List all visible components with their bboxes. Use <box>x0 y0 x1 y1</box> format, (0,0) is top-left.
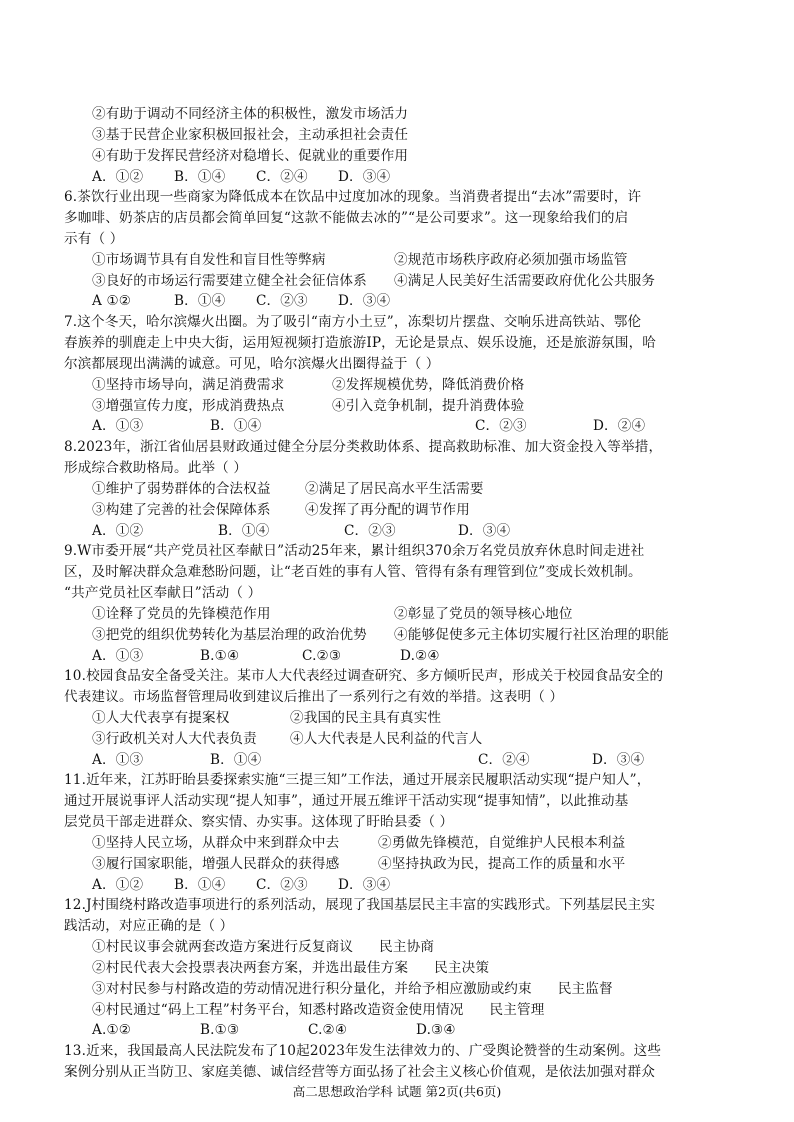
q11-option-3: ③履行国家职能，增强人民群众的获得感 <box>92 855 340 872</box>
choice-c[interactable]: C．②③ <box>475 418 527 435</box>
q7-option-1: ①坚持市场导向，满足消费需求 <box>92 376 285 393</box>
q13-stem-line-1: 13.近来，我国最高人民法院发布了10起2023年发生法律效力的、广受舆论赞誉的生动案例。这些 <box>64 1043 662 1060</box>
choice-a[interactable]: A．①② <box>92 522 144 539</box>
q12-choices <box>92 1020 456 1040</box>
choice-b[interactable]: B．①④ <box>210 418 262 435</box>
choice-a[interactable]: A.①② <box>92 1022 132 1039</box>
q12-stem-line-1: 12.J村围绕村路改造事项进行的系列活动，展现了我国基层民主丰富的实践形式。下列基层民主实 <box>64 897 656 914</box>
q11-options-row-1 <box>92 833 625 853</box>
q9-stem-line-3: “共产党员社区奉献日”活动（ ） <box>64 585 262 601</box>
q11-option-1: ①坚持人民立场，从群众中来到群众中去 <box>92 834 340 851</box>
choice-b[interactable]: B．①④ <box>174 876 226 893</box>
q11-options-row-2 <box>92 854 625 874</box>
choice-d[interactable]: D．③④ <box>338 168 391 185</box>
q9-stem-line-2: 区，及时解决群众急难愁盼问题，让“老百姓的事有人管、管得有条有理管到位”变成长效机制。 <box>64 564 642 581</box>
q12-option-1-text: ①村民议事会就两套改造方案进行反复商议 <box>92 939 354 955</box>
q13-stem-line-2: 案例分别从正当防卫、家庭美德、诚信经营等方面弘扬了社会主义核心价值观，是依法加强对群众 <box>64 1064 655 1080</box>
q5-choices <box>92 167 390 187</box>
q11-option-2: ②勇做先锋模范，自觉维护人民根本利益 <box>378 834 626 851</box>
q12-option-3 <box>92 979 613 999</box>
choice-d[interactable]: D．③④ <box>592 751 645 768</box>
q7-stem-line-2: 春族养的驯鹿走上中央大街，运用短视频打造旅游IP，无论是景点、娱乐设施，还是旅游氛围，哈 <box>64 335 657 352</box>
q8-options-row-2 <box>92 500 470 520</box>
q5-option-4: ④有助于发挥民营经济对稳增长、促就业的重要作用 <box>92 147 409 164</box>
choice-b[interactable]: B．①④ <box>174 293 226 310</box>
q12-option-2 <box>92 958 489 978</box>
q7-options-row-1 <box>92 375 524 395</box>
q11-stem-line-1: 11.近年来，江苏盱眙县委探索实施“三提三知”工作法，通过开展亲民履职活动实现“提户知人”， <box>64 772 651 789</box>
choice-a[interactable]: A．①③ <box>92 647 144 664</box>
choice-d[interactable]: D．②④ <box>593 418 646 435</box>
q8-option-2: ②满足了居民高水平生活需要 <box>305 480 484 497</box>
q9-choices <box>92 646 440 666</box>
q12-option-3-tag: 民主监督 <box>557 980 613 997</box>
q5-option-2: ②有助于调动不同经济主体的积极性，激发市场活力 <box>92 106 409 122</box>
q8-stem-line-2: 形成综合救助格局。此举（ ） <box>64 460 248 476</box>
q9-option-2: ②彰显了党员的领导核心地位 <box>394 605 573 622</box>
choice-c[interactable]: C．②④ <box>478 751 530 768</box>
q12-option-4 <box>92 1000 545 1020</box>
choice-c[interactable]: C．②③ <box>256 293 308 310</box>
q9-option-4: ④能够促使多元主体切实履行社区治理的职能 <box>394 626 669 643</box>
q10-option-3: ③行政机关对人大代表负责 <box>92 730 257 747</box>
q12-option-4-text: ④村民通过“码上工程”村务平台，知悉村路改造资金使用情况 <box>92 1001 464 1018</box>
choice-a[interactable]: A ①② <box>92 293 132 310</box>
choice-b[interactable]: B．①④ <box>210 751 262 768</box>
choice-c[interactable]: C.②③ <box>302 647 342 664</box>
q11-stem-line-3: 层党员干部走进群众、察实情、办实事。这体现了盱眙县委（ ） <box>64 814 454 831</box>
q6-option-1: ①市场调节具有自发性和盲目性等弊病 <box>92 251 326 268</box>
q6-option-2: ②规范市场秩序政府必须加强市场监管 <box>394 251 628 268</box>
q10-options-row-1 <box>92 708 441 728</box>
q6-option-3: ③良好的市场运行需要建立健全社会征信体系 <box>92 272 367 289</box>
q9-options-row-2 <box>92 625 669 645</box>
choice-d[interactable]: D．③④ <box>338 293 391 310</box>
choice-c[interactable]: C.②④ <box>308 1022 348 1039</box>
q5-option-3: ③基于民营企业家积极回报社会，主动承担社会责任 <box>92 126 409 143</box>
q12-option-2-tag: 民主决策 <box>434 959 490 976</box>
choice-b[interactable]: B．①④ <box>174 168 226 185</box>
q8-option-4: ④发挥了再分配的调节作用 <box>305 501 470 518</box>
q12-stem-line-2: 践活动，对应正确的是（ ） <box>64 918 234 935</box>
q8-choices <box>92 521 510 541</box>
q7-choices <box>92 416 645 436</box>
q7-stem-line-1: 7.这个冬天，哈尔滨爆火出圈。为了吸引“南方小土豆”，冻梨切片摆盘、交响乐进高铁站、鄂伦 <box>64 314 642 331</box>
q10-option-1: ①人大代表享有提案权 <box>92 710 230 726</box>
q12-option-1-tag: 民主协商 <box>379 939 435 955</box>
q6-options-row-1 <box>92 250 628 270</box>
q7-options-row-2 <box>92 396 524 416</box>
q8-stem-line-1: 8.2023年，浙江省仙居县财政通过健全分层分类救助体系、提高救助标准、加大资金投入等举措， <box>64 439 663 456</box>
choice-c[interactable]: C．②④ <box>256 168 308 185</box>
q9-option-3: ③把党的组织优势转化为基层治理的政治优势 <box>92 626 367 643</box>
q6-stem-line-2: 多咖啡、奶茶店的店员都会简单回复“这款不能做去冰的”“是公司要求”。这一现象给我们的启 <box>64 210 629 227</box>
q7-option-4: ④引入竞争机制，提升消费体验 <box>332 397 525 414</box>
q12-option-1 <box>92 937 434 957</box>
q8-option-3: ③构建了完善的社会保障体系 <box>92 501 271 518</box>
q10-option-4: ④人大代表是人民利益的代言人 <box>290 730 483 747</box>
choice-d[interactable]: D．③④ <box>338 876 391 893</box>
choice-a[interactable]: A．①② <box>92 168 144 185</box>
q6-options-row-2 <box>92 271 655 291</box>
q10-option-2: ②我国的民主具有真实性 <box>290 710 442 726</box>
q8-option-1: ①维护了弱势群体的合法权益 <box>92 480 271 497</box>
q6-choices <box>92 291 390 311</box>
choice-a[interactable]: A．①③ <box>92 418 144 435</box>
q10-options-row-2 <box>92 729 482 749</box>
q6-stem-line-1: 6.茶饮行业出现一些商家为降低成本在饮品中过度加冰的现象。当消费者提出“去冰”需要时，许 <box>64 189 642 206</box>
choice-a[interactable]: A．①③ <box>92 751 144 768</box>
q6-stem-line-3: 示有（ ） <box>64 231 124 247</box>
choice-d[interactable]: D.③④ <box>416 1022 456 1039</box>
page-footer: 高二思想政治学科 试题 第2页(共6页) <box>292 1084 502 1099</box>
q10-stem-line-2: 代表建议。市场监督管理局收到建议后推出了一系列行之有效的举措。这表明（ ） <box>64 689 564 706</box>
q12-option-3-text: ③对村民参与村路改造的劳动情况进行积分量化，并给予相应激励或约束 <box>92 980 532 997</box>
choice-b[interactable]: B.①③ <box>200 1022 240 1039</box>
choice-d[interactable]: D.②④ <box>400 647 440 664</box>
choice-a[interactable]: A．①② <box>92 876 144 893</box>
q12-option-4-tag: 民主管理 <box>489 1001 545 1018</box>
q11-stem-line-2: 通过开展说事评人活动实现“提人知事”，通过开展五维评干活动实现“提事知情”，以此推动基 <box>64 793 629 810</box>
q6-option-4: ④满足人民美好生活需要政府优化公共服务 <box>394 272 656 289</box>
q7-option-2: ②发挥规模优势，降低消费价格 <box>332 376 525 393</box>
choice-c[interactable]: C．②③ <box>256 876 308 893</box>
choice-c[interactable]: C．②③ <box>344 522 396 539</box>
q10-stem-line-1: 10.校园食品安全备受关注。某市人大代表经过调查研究、多方倾听民声，形成关于校园食品安全的 <box>64 668 664 685</box>
q11-option-4: ④坚持执政为民，提高工作的质量和水平 <box>378 855 626 872</box>
q7-option-3: ③增强宣传力度，形成消费热点 <box>92 397 285 414</box>
choice-b[interactable]: B.①④ <box>200 647 240 664</box>
choice-b[interactable]: B．①④ <box>218 522 270 539</box>
q12-option-2-text: ②村民代表大会投票表决两套方案，并选出最佳方案 <box>92 959 409 976</box>
q8-options-row-1 <box>92 479 484 499</box>
q10-choices <box>92 750 644 770</box>
q7-stem-line-3: 尔滨都展现出满满的诚意。可见，哈尔滨爆火出圈得益于（ ） <box>64 355 440 372</box>
q9-options-row-1 <box>92 604 573 624</box>
choice-d[interactable]: D．③④ <box>458 522 511 539</box>
q9-option-1: ①诠释了党员的先锋模范作用 <box>92 605 271 622</box>
q11-choices <box>92 875 390 895</box>
q9-stem-line-1: 9.W市委开展“共产党员社区奉献日”活动25年来，累计组织370余万名党员放弃休息时间走进社 <box>64 543 645 560</box>
